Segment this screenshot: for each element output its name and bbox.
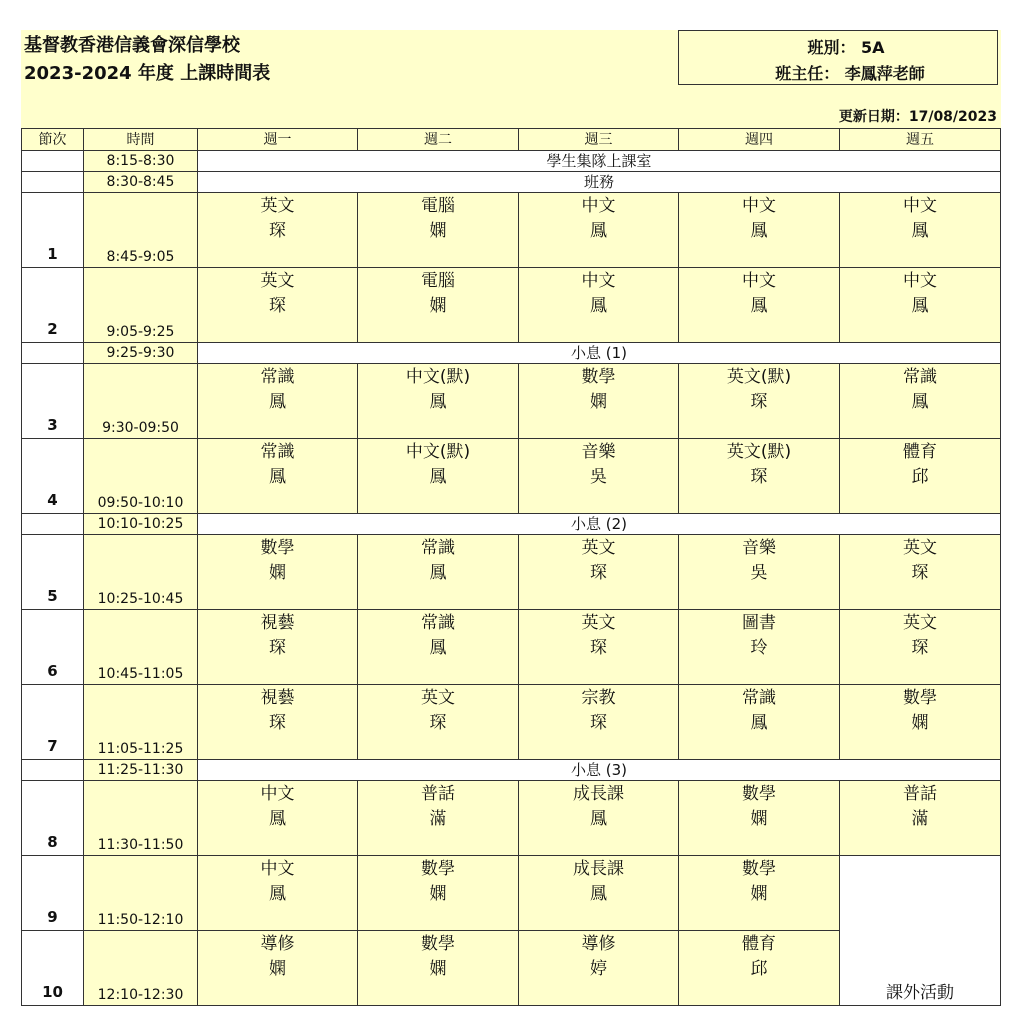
teacher: 鳳 [911,392,929,412]
teacher: 鳳 [750,296,768,316]
lesson-cell [519,193,679,268]
lesson-cell [198,781,358,856]
lesson-cell [840,364,1001,439]
teacher: 鳳 [590,296,607,316]
lesson-cell [840,610,1001,685]
lesson-cell [198,193,358,268]
break-label: 小息 (3) [198,760,1001,781]
school-title-block [24,32,270,88]
teacher: 鳳 [750,221,768,241]
lesson-cell [679,685,840,760]
lesson-cell [679,856,840,931]
lesson-cell [358,931,519,1006]
teacher: 嫻 [429,959,447,979]
teacher: 鳳 [911,221,929,241]
subject: 數學 [903,688,937,708]
period-number: 8 [22,781,84,856]
column-header: 週四 [679,129,840,151]
teacher: 鳳 [590,221,607,241]
subject: 英文 [581,538,616,558]
time-slot: 11:30-11:50 [84,781,198,856]
subject: 音樂 [581,442,616,462]
teacher: 琛 [911,638,929,658]
column-header: 週五 [840,129,1001,151]
subject: 普話 [421,784,455,804]
teacher: 玲 [750,638,768,658]
school-year-title: 2023-2024 年度 上課時間表 [24,63,271,84]
teacher: 嫻 [269,959,286,979]
subject: 英文 [903,613,937,633]
time-slot: 8:15-8:30 [84,151,198,172]
subject: 圖書 [742,613,776,633]
teacher: 嫻 [750,884,768,904]
teacher: 鳳 [429,563,447,583]
teacher: 琛 [590,638,607,658]
time-slot: 12:10-12:30 [84,931,198,1006]
subject: 英文 [421,688,455,708]
lesson-row [22,931,1001,1006]
break-row [22,514,1001,535]
break-label: 小息 (1) [198,343,1001,364]
subject: 英文 [260,271,295,291]
lesson-cell [679,364,840,439]
teacher: 嫻 [590,392,607,412]
header-row [22,129,1001,151]
subject: 中文 [742,271,776,291]
period-number [22,760,84,781]
subject: 中文 [903,196,937,216]
lesson-cell [198,931,358,1006]
teacher: 吳 [750,563,768,583]
teacher: 琛 [590,563,607,583]
subject: 電腦 [421,196,455,216]
teacher: 嫻 [429,884,447,904]
subject: 中文 [581,271,616,291]
subject: 中文(默) [405,442,471,462]
lesson-row [22,685,1001,760]
subject: 常識 [421,538,455,558]
lesson-cell [358,364,519,439]
time-slot: 9:30-09:50 [84,364,198,439]
break-row [22,343,1001,364]
teacher: 琛 [269,713,286,733]
column-header: 時間 [84,129,198,151]
subject: 中文 [260,859,295,879]
subject: 英文 [581,613,616,633]
subject: 視藝 [260,688,295,708]
teacher: 邱 [911,467,929,487]
time-slot: 10:45-11:05 [84,610,198,685]
teacher: 鳳 [269,884,286,904]
lesson-cell [679,781,840,856]
lesson-row [22,364,1001,439]
subject: 體育 [903,442,937,462]
teacher: 滿 [911,809,929,829]
subject: 成長課 [573,784,624,804]
lesson-cell [198,610,358,685]
lesson-cell [519,931,679,1006]
lesson-cell [198,364,358,439]
lesson-cell [840,685,1001,760]
teacher: 鳳 [429,392,447,412]
time-slot: 9:05-9:25 [84,268,198,343]
teacher: 琛 [911,563,929,583]
subject: 常識 [903,367,937,387]
teacher: 琛 [750,467,768,487]
subject: 導修 [260,934,295,954]
period-number: 10 [22,931,84,1006]
assembly-label: 學生集隊上課室 [198,151,1001,172]
lesson-row [22,781,1001,856]
teacher: 嫻 [429,221,447,241]
column-header: 週三 [519,129,679,151]
teacher: 琛 [750,392,768,412]
lesson-cell [358,856,519,931]
subject: 體育 [742,934,776,954]
lesson-cell [519,439,679,514]
teacher: 鳳 [269,467,286,487]
teacher: 鳳 [750,713,768,733]
assembly-row [22,151,1001,172]
lesson-row [22,535,1001,610]
time-slot: 09:50-10:10 [84,439,198,514]
lesson-row [22,856,1001,931]
lesson-cell [358,268,519,343]
column-header: 週一 [198,129,358,151]
lesson-cell [840,268,1001,343]
timetable [21,128,1001,1006]
lesson-cell [519,535,679,610]
subject: 數學 [742,859,776,879]
extracurricular-label: 課外活動 [840,931,1001,1006]
class-info-box [678,30,998,85]
subject: 英文 [260,196,295,216]
lesson-cell [679,610,840,685]
subject: 普話 [903,784,937,804]
lesson-cell [519,610,679,685]
homeroom-label: 班務 [198,172,1001,193]
subject: 電腦 [421,271,455,291]
subject: 常識 [260,367,295,387]
lesson-cell [840,439,1001,514]
lesson-cell [198,268,358,343]
period-number [22,343,84,364]
header-area [21,30,1001,128]
time-slot: 11:25-11:30 [84,760,198,781]
lesson-cell [679,193,840,268]
subject: 英文(默) [726,367,792,387]
subject: 中文 [581,196,616,216]
teacher: 鳳 [429,638,447,658]
teacher: 鳳 [590,809,607,829]
teacher: 滿 [429,809,447,829]
lesson-cell [679,439,840,514]
subject: 成長課 [573,859,624,879]
lesson-cell [840,781,1001,856]
subject: 中文(默) [405,367,471,387]
time-slot: 11:05-11:25 [84,685,198,760]
subject: 宗教 [581,688,616,708]
subject: 常識 [742,688,776,708]
column-header: 週二 [358,129,519,151]
lesson-cell [358,439,519,514]
time-slot: 9:25-9:30 [84,343,198,364]
lesson-row [22,439,1001,514]
teacher: 嫻 [911,713,929,733]
lesson-cell [519,856,679,931]
break-label: 小息 (2) [198,514,1001,535]
lesson-cell [519,268,679,343]
teacher: 琛 [269,296,286,316]
period-number: 9 [22,856,84,931]
class-label: 班別： 5A [807,38,885,57]
lesson-cell [519,364,679,439]
period-number [22,172,84,193]
subject: 視藝 [260,613,295,633]
subject: 中文 [742,196,776,216]
teacher: 嫻 [750,809,768,829]
time-slot: 10:25-10:45 [84,535,198,610]
subject: 常識 [421,613,455,633]
period-number [22,151,84,172]
period-number [22,514,84,535]
subject: 數學 [581,367,616,387]
teacher-label: 班主任： 李鳳萍老師 [775,64,925,83]
lesson-cell [840,193,1001,268]
lesson-cell [358,193,519,268]
time-slot: 11:50-12:10 [84,856,198,931]
lesson-cell [358,781,519,856]
teacher: 嫻 [269,563,286,583]
teacher: 鳳 [429,467,447,487]
time-slot: 10:10-10:25 [84,514,198,535]
lesson-row [22,193,1001,268]
lesson-cell [358,610,519,685]
subject: 音樂 [742,538,776,558]
teacher: 鳳 [590,884,607,904]
period-number: 1 [22,193,84,268]
teacher: 琛 [269,638,286,658]
lesson-cell [198,685,358,760]
teacher: 邱 [750,959,768,979]
subject: 常識 [260,442,295,462]
subject: 中文 [260,784,295,804]
homeroom-row [22,172,1001,193]
teacher: 琛 [590,713,607,733]
lesson-cell [198,535,358,610]
subject: 英文(默) [726,442,792,462]
lesson-row [22,610,1001,685]
lesson-row [22,268,1001,343]
period-number: 5 [22,535,84,610]
teacher: 婷 [590,959,607,979]
lesson-cell [198,439,358,514]
subject: 導修 [581,934,616,954]
lesson-cell [679,931,840,1006]
teacher: 嫻 [429,296,447,316]
subject: 數學 [421,934,455,954]
period-number: 7 [22,685,84,760]
lesson-cell [679,535,840,610]
teacher: 吳 [590,467,607,487]
teacher: 鳳 [911,296,929,316]
time-slot: 8:45-9:05 [84,193,198,268]
time-slot: 8:30-8:45 [84,172,198,193]
lesson-cell [358,685,519,760]
break-row [22,760,1001,781]
subject: 英文 [903,538,937,558]
subject: 數學 [421,859,455,879]
lesson-cell [679,268,840,343]
subject: 數學 [742,784,776,804]
period-number: 4 [22,439,84,514]
period-number: 2 [22,268,84,343]
lesson-cell [358,535,519,610]
teacher: 鳳 [269,809,286,829]
school-name: 基督教香港信義會深信學校 [24,35,240,56]
lesson-cell [198,856,358,931]
teacher: 琛 [269,221,286,241]
subject: 數學 [260,538,295,558]
period-number: 3 [22,364,84,439]
lesson-cell [519,781,679,856]
teacher: 鳳 [269,392,286,412]
subject: 中文 [903,271,937,291]
extracurricular-cell-top [840,856,1001,931]
column-header: 節次 [22,129,84,151]
lesson-cell [840,535,1001,610]
teacher: 琛 [429,713,447,733]
updated-date: 更新日期：17/08/2023 [838,109,997,125]
period-number: 6 [22,610,84,685]
lesson-cell [519,685,679,760]
